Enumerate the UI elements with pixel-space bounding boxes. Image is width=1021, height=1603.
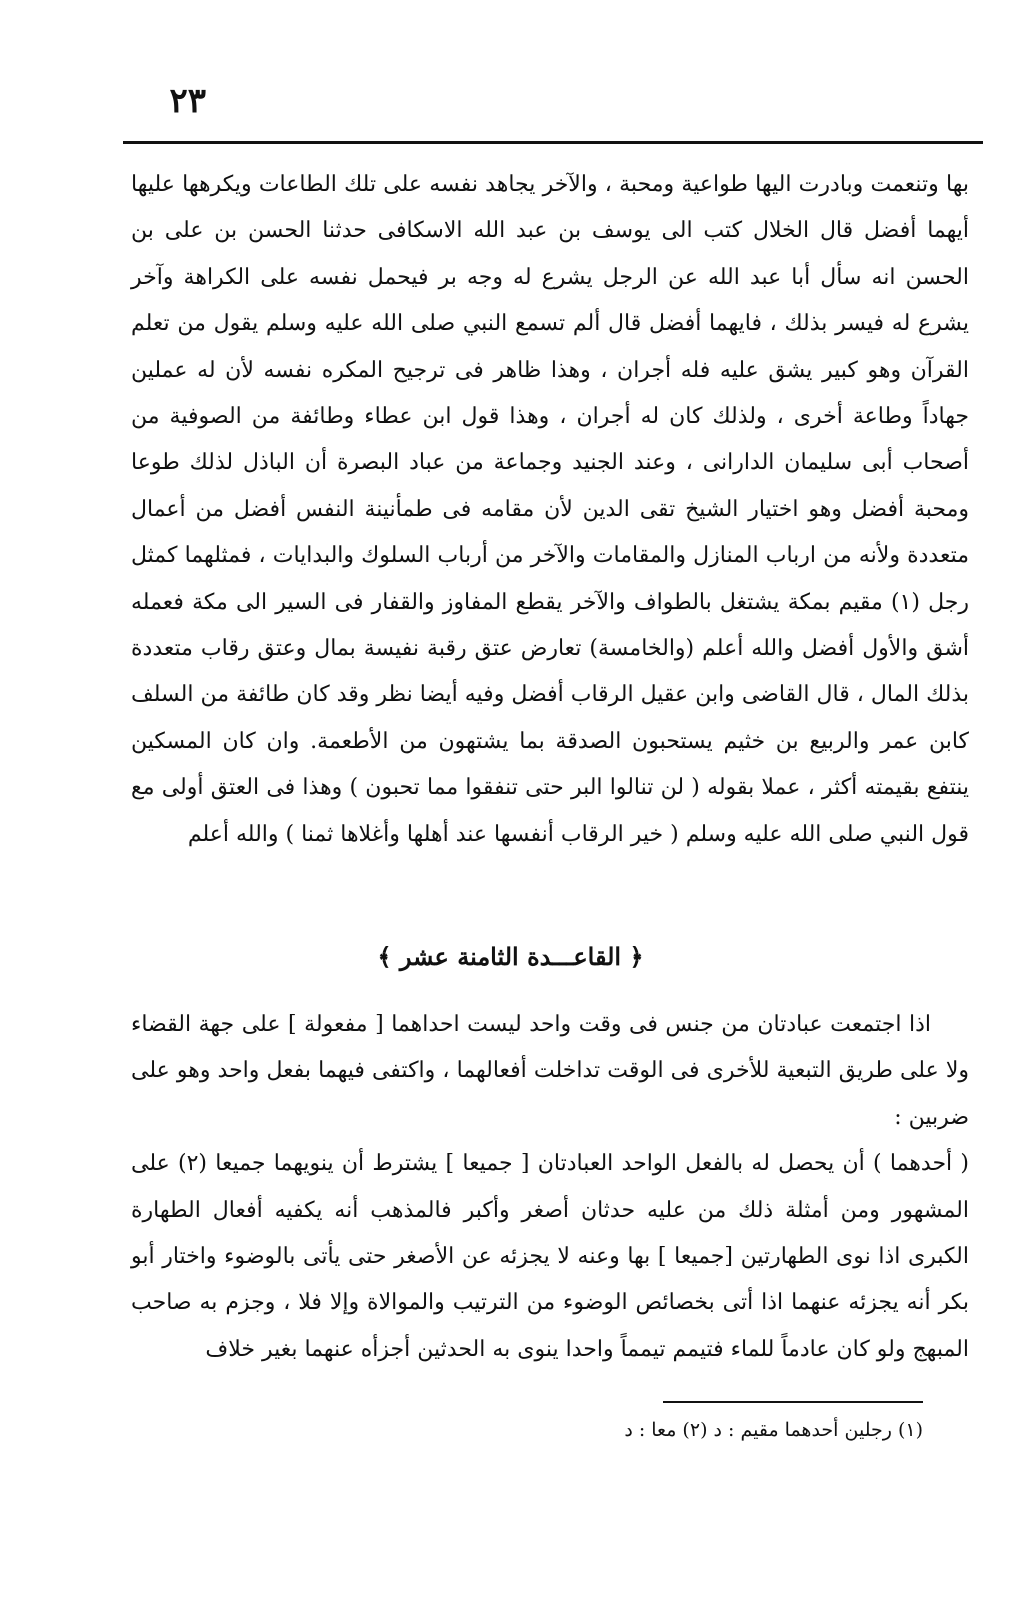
main-text-after-heading bbox=[131, 1002, 969, 1373]
footnote: (١) رجلين أحدهما مقيم : د (٢) معا : د bbox=[624, 1419, 923, 1441]
header-rule bbox=[123, 141, 983, 144]
body-paragraph: ( أحدهما ) أن يحصل له بالفعل الواحد العبادتان [ جميعا ] يشترط أن ينويهما جميعا (٢) على المشهور ومن أمثلة ذلك من عليه حدثان أصغر وأكبر فالمذهب أنه يكفيه أفعال الطهارة الكبرى اذا نوى الطهارتين [جميعا ] بها وعنه لا يجزئه عن الأصغر حتى يأتى بالوضوء واختار أبو بكر أنه يجزئه عنهما اذا أتى بخصائص الوضوء من الترتيب والموالاة وإلا فلا ، وجزم به صاحب المبهج ولو كان عادماً للماء فتيمم تيمماً واحدا ينوى به الحدثين أجزأه عنهما بغير خلاف bbox=[131, 1151, 969, 1362]
footnote-rule bbox=[663, 1401, 923, 1403]
section-heading: ﴿ القاعـــدة الثامنة عشر ﴾ bbox=[377, 942, 644, 971]
main-text-before-heading bbox=[131, 162, 969, 858]
page-number: ٢٣ bbox=[169, 81, 206, 121]
body-paragraph: اذا اجتمعت عبادتان من جنس فى وقت واحد ليست احداهما [ مفعولة ] على جهة القضاء ولا على طريق التبعية للأخرى فى الوقت تداخلت أفعالهما ، واكتفى فيهما بفعل واحد وهو على ضربين : bbox=[131, 1012, 969, 1130]
body-paragraph: بها وتنعمت وبادرت اليها طواعية ومحبة ، والآخر يجاهد نفسه على تلك الطاعات ويكرهها عليها أيهما أفضل قال الخلال كتب الى يوسف بن عبد الله الاسكافى حدثنا الحسن بن على بن الحسن انه سأل أبا عبد الله عن الرجل يشرع له وجه بر فيحمل نفسه على الكراهة وآخر يشرع له فيسر بذلك ، فايهما أفضل قال ألم تسمع النبي صلى الله عليه وسلم يقول من تعلم القرآن وهو كبير يشق عليه فله أجران ، وهذا ظاهر فى ترجيح المكره نفسه لأن له عملين جهاداً وطاعة أخرى ، ولذلك كان له أجران ، وهذا قول ابن عطاء وطائفة من الصوفية من أصحاب أبى سليمان الدارانى ، وعند الجنيد وجماعة من عباد البصرة أن الباذل لذلك طوعا ومحبة أفضل وهو اختيار الشيخ تقى الدين لأن مقامه فى طمأنينة النفس أفضل من أعمال متعددة ولأنه من ارباب المنازل والمقامات والآخر من أرباب السلوك والبدايات ، فمثلهما كمثل رجل (١) مقيم بمكة يشتغل بالطواف والآخر يقطع المفاوز والقفار فى السير الى مكة فعمله أشق والأول أفضل والله أعلم (والخامسة) تعارض عتق رقبة نفيسة بمال وعتق رقاب متعددة بذلك المال ، قال القاضى وابن عقيل الرقاب أفضل وفيه أيضا نظر وقد كان طائفة من السلف كابن عمر والربيع بن خثيم يستحبون الصدقة بما يشتهون من الأطعمة. وان كان المسكين ينتفع بقيمته أكثر ، عملا بقوله ( لن تنالوا البر حتى تنفقوا مما تحبون ) وهذا فى العتق أولى مع قول النبي صلى الله عليه وسلم ( خير الرقاب أنفسها عند أهلها وأغلاها ثمنا ) والله أعلم bbox=[131, 172, 969, 847]
